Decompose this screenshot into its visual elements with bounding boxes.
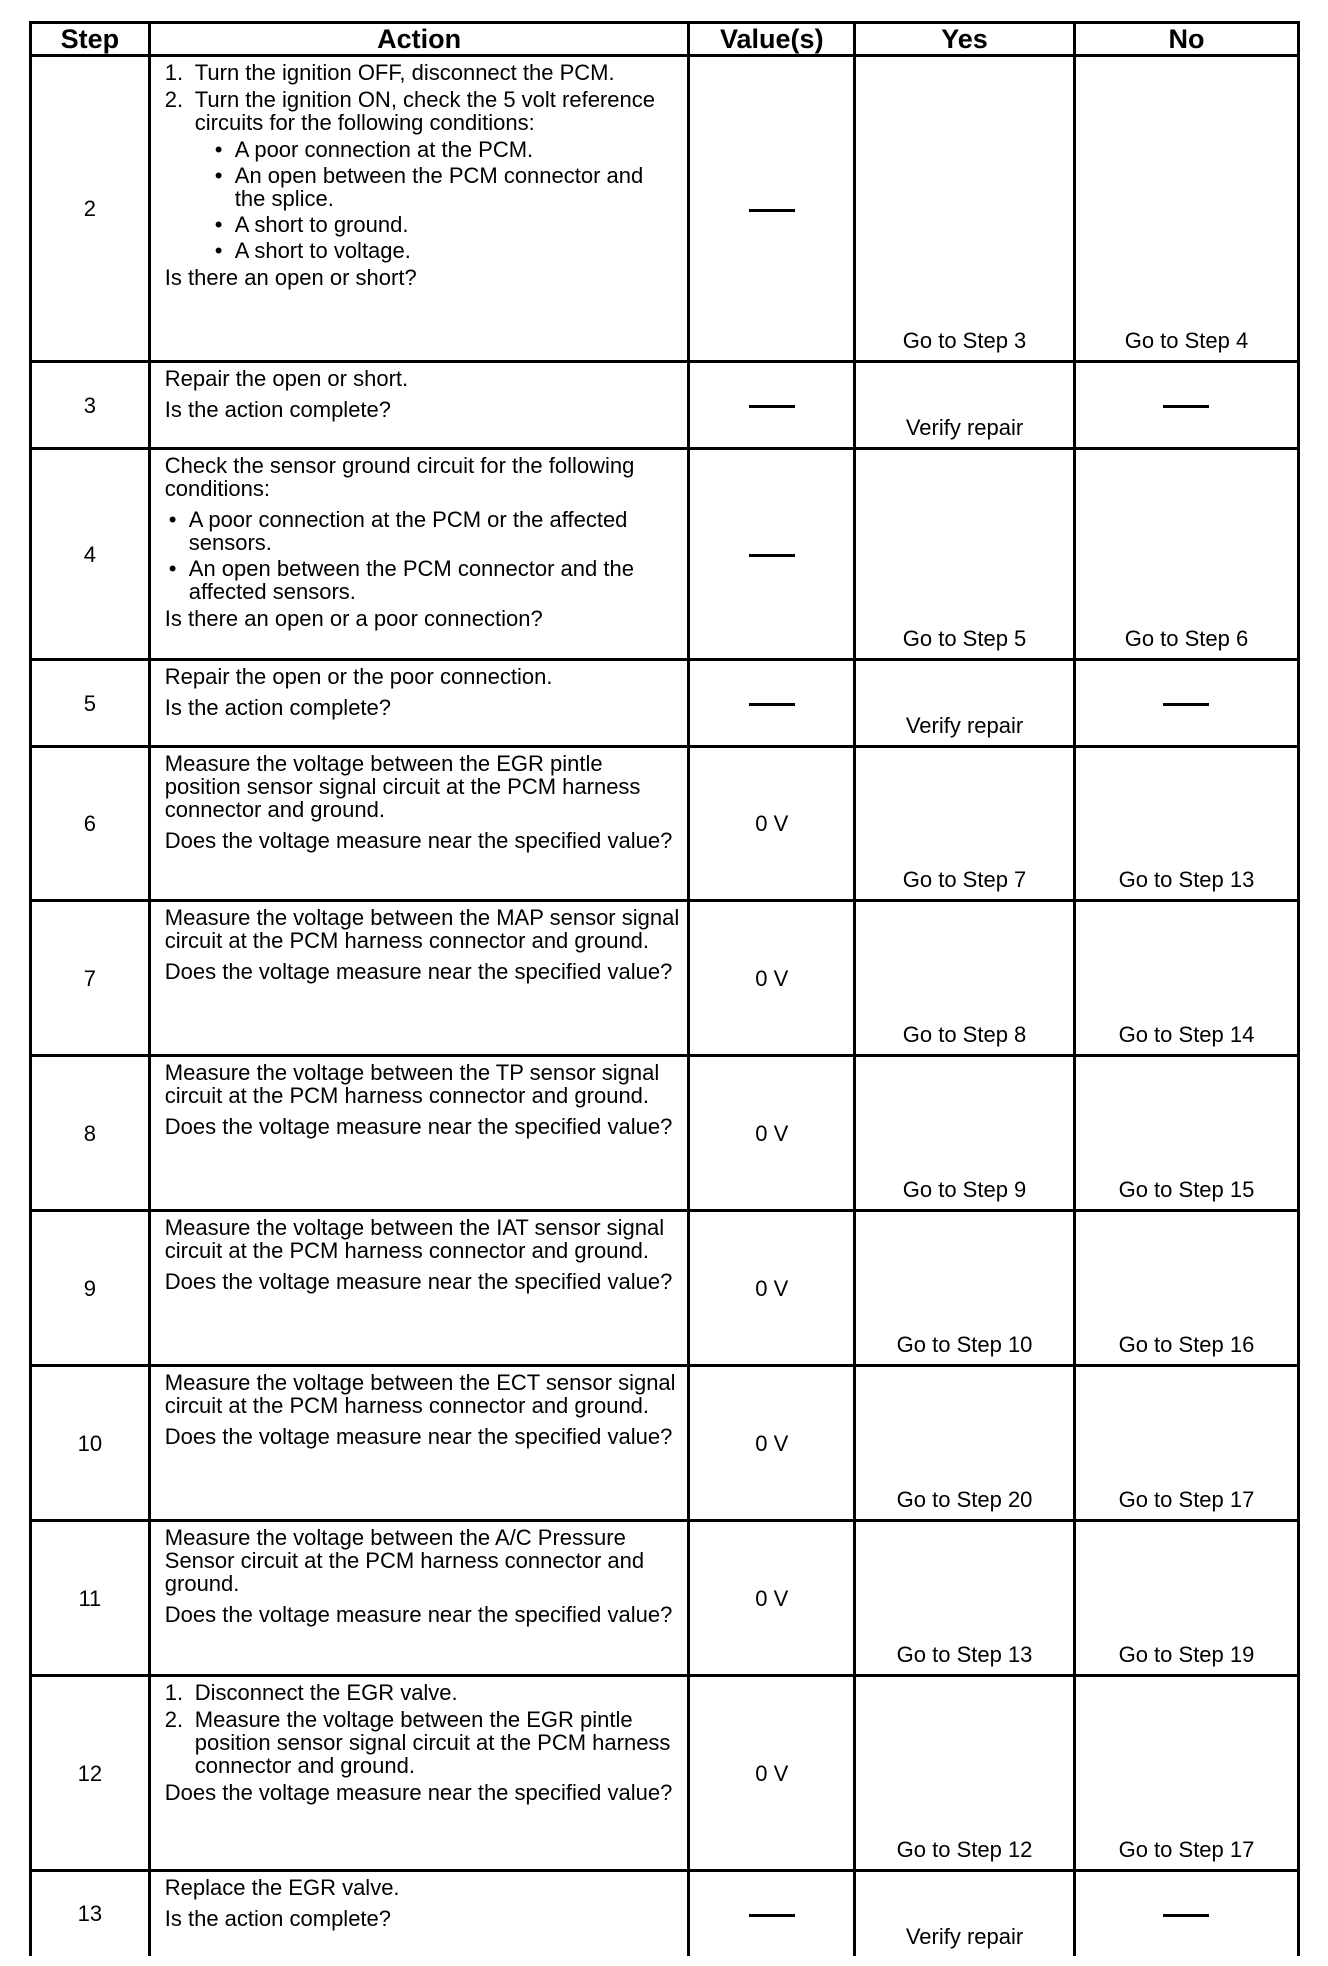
no-cell [1074,660,1298,747]
no-cell: Go to Step 14 [1074,901,1298,1056]
no-cell: Go to Step 16 [1074,1211,1298,1366]
dash-mark [749,1914,795,1917]
yes-cell: Go to Step 13 [855,1521,1075,1676]
step-number: 6 [31,747,150,901]
list-item: • A short to voltage. [211,239,680,262]
table-row [31,56,1299,362]
action-cell [149,449,689,660]
action-text: Repair the open or short. [164,366,409,391]
list-item: 1. Turn the ignition OFF, disconnect the PCM. [164,60,615,85]
diagnostic-table-page [29,21,1300,1966]
action-question: Is the action complete? [164,397,392,422]
value-cell [689,362,855,449]
action-cell [149,1871,689,1956]
list-item: • A short to ground. [211,213,680,236]
dash-mark [749,703,795,706]
action-question: Does the voltage measure near the specified value? [164,1269,673,1294]
yes-cell: Verify repair [855,660,1075,747]
action-text: Replace the EGR valve. [164,1875,400,1900]
table-row [31,362,1299,449]
yes-cell: Go to Step 7 [855,747,1075,901]
value-cell: 0 V [689,901,855,1056]
table-row [31,1366,1299,1521]
action-cell [149,362,689,449]
action-text: Check the sensor ground circuit for the following conditions: [164,453,635,501]
action-cell [149,1056,689,1211]
header-action: Action [149,23,689,56]
action-cell [149,56,689,362]
step-number: 3 [31,362,150,449]
step-number: 5 [31,660,150,747]
list-item: • An open between the PCM connector and the affected sensors. [165,557,680,603]
action-question: Does the voltage measure near the specified value? [164,1114,673,1139]
value-cell: 0 V [689,1056,855,1211]
dash-mark [749,209,795,212]
action-text: Repair the open or the poor connection. [164,664,553,689]
value-cell: 0 V [689,747,855,901]
no-cell: Go to Step 15 [1074,1056,1298,1211]
table-row [31,1871,1299,1956]
dash-mark [749,554,795,557]
value-cell [689,449,855,660]
dash-mark [749,405,795,408]
action-question: Is there an open or short? [164,265,417,290]
action-cell [149,901,689,1056]
list-item: 1. Disconnect the EGR valve. [164,1680,458,1705]
action-question: Does the voltage measure near the specified value? [164,1780,673,1805]
header-step: Step [31,23,150,56]
yes-cell: Go to Step 9 [855,1056,1075,1211]
action-text: Measure the voltage between the A/C Pressure Sensor circuit at the PCM harness connector and ground. [164,1525,645,1596]
action-cell [149,1366,689,1521]
action-cell [149,1676,689,1871]
step-number: 7 [31,901,150,1056]
no-cell: Go to Step 13 [1074,747,1298,901]
step-number: 2 [31,56,150,362]
value-cell: 0 V [689,1366,855,1521]
diagnostic-table [29,21,1300,1956]
action-text: Measure the voltage between the TP sensor signal circuit at the PCM harness connector and ground. [164,1060,660,1108]
action-cell [149,660,689,747]
header-row [31,23,1299,56]
list-item: • A poor connection at the PCM. [211,138,680,161]
step-number: 11 [31,1521,150,1676]
action-question: Does the voltage measure near the specified value? [164,1602,673,1627]
table-row [31,901,1299,1056]
action-question: Does the voltage measure near the specified value? [164,959,673,984]
value-cell: 0 V [689,1521,855,1676]
no-cell: Go to Step 19 [1074,1521,1298,1676]
action-question: Does the voltage measure near the specified value? [164,1424,673,1449]
numbered-list [165,61,680,262]
dash-mark [1163,1914,1209,1917]
action-text: Measure the voltage between the ECT sensor signal circuit at the PCM harness connector and ground. [164,1370,676,1418]
table-row [31,660,1299,747]
bullet-list [211,138,680,262]
bullet-list [165,508,680,603]
value-cell [689,56,855,362]
list-item: • A poor connection at the PCM or the affected sensors. [165,508,680,554]
step-number: 10 [31,1366,150,1521]
yes-cell: Go to Step 10 [855,1211,1075,1366]
action-text: Measure the voltage between the IAT sensor signal circuit at the PCM harness connector and ground. [164,1215,665,1263]
step-number: 8 [31,1056,150,1211]
list-item: 2. Measure the voltage between the EGR pintle position sensor signal circuit at the PCM harness connector and ground. [164,1707,671,1778]
yes-cell: Go to Step 12 [855,1676,1075,1871]
step-number: 12 [31,1676,150,1871]
step-number: 13 [31,1871,150,1956]
table-row [31,1211,1299,1366]
value-cell: 0 V [689,1211,855,1366]
header-yes: Yes [855,23,1075,56]
no-cell [1074,1871,1298,1956]
action-cell [149,747,689,901]
action-question: Is the action complete? [164,695,392,720]
action-cell [149,1521,689,1676]
value-cell [689,1871,855,1956]
dash-mark [1163,703,1209,706]
action-text: Measure the voltage between the EGR pintle position sensor signal circuit at the PCM harness connector and ground. [164,751,641,822]
action-question: Does the voltage measure near the specified value? [164,828,673,853]
table-row [31,747,1299,901]
action-question: Is the action complete? [164,1906,392,1931]
step-number: 4 [31,449,150,660]
no-cell: Go to Step 17 [1074,1366,1298,1521]
action-cell [149,1211,689,1366]
no-cell: Go to Step 17 [1074,1676,1298,1871]
table-row [31,1521,1299,1676]
numbered-list [165,1681,680,1777]
step-number: 9 [31,1211,150,1366]
table-row [31,449,1299,660]
list-item: 2. Turn the ignition ON, check the 5 volt reference circuits for the following conditions: • A poor connection at the PCM. • An open between the PCM connector and the splice. • A short to ground. • A short to voltage. [165,88,680,262]
action-text: Measure the voltage between the MAP sensor signal circuit at the PCM harness connector and ground. [164,905,680,953]
no-cell [1074,362,1298,449]
header-no: No [1074,23,1298,56]
yes-cell: Verify repair [855,362,1075,449]
table-row [31,1676,1299,1871]
yes-cell: Verify repair [855,1871,1075,1956]
table-row [31,1056,1299,1211]
yes-cell: Go to Step 3 [855,56,1075,362]
no-cell: Go to Step 4 [1074,56,1298,362]
value-cell [689,660,855,747]
yes-cell: Go to Step 8 [855,901,1075,1056]
yes-cell: Go to Step 5 [855,449,1075,660]
header-values: Value(s) [689,23,855,56]
dash-mark [1163,405,1209,408]
action-question: Is there an open or a poor connection? [164,606,543,631]
list-item: • An open between the PCM connector and the splice. [211,164,680,210]
value-cell: 0 V [689,1676,855,1871]
no-cell: Go to Step 6 [1074,449,1298,660]
yes-cell: Go to Step 20 [855,1366,1075,1521]
